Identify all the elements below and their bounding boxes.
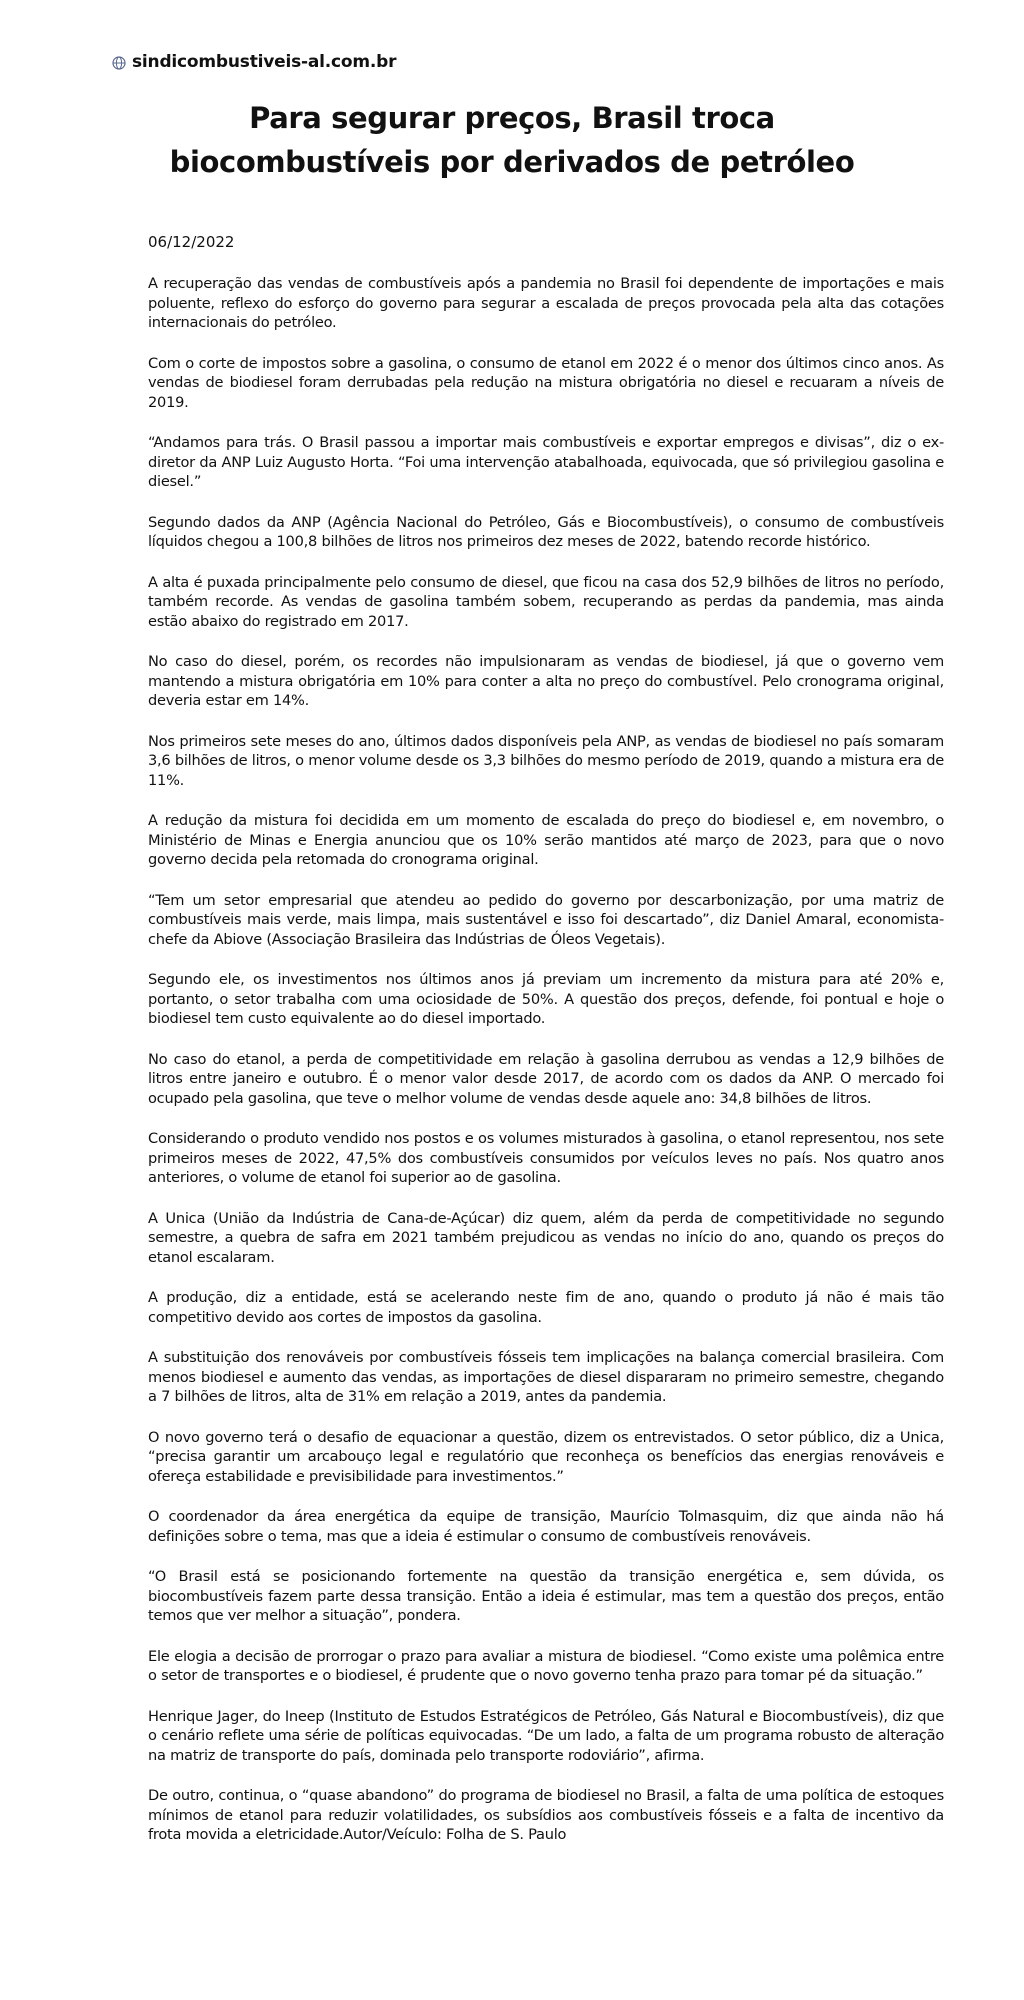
article-paragraph: Com o corte de impostos sobre a gasolina, o consumo de etanol em 2022 é o menor dos últimos cinco anos. As vendas de biodiesel foram derrubadas pela redução na mistura obrigatória no diesel e recuaram a níveis de 2019. — [148, 354, 944, 411]
article-paragraph: “O Brasil está se posicionando fortemente na questão da transição energética e, sem dúvida, os biocombustíveis fazem parte dessa transição. Então a ideia é estimular, mas tem a questão dos preços, então temos que ver melhor a situação”, pondera. — [148, 1568, 944, 1624]
article-paragraph: Nos primeiros sete meses do ano, últimos dados disponíveis pela ANP, as vendas de biodiesel no país somaram 3,6 bilhões de litros, o menor volume desde os 3,3 bilhões do mesmo período de 2019, quando a mistura era de 11%. — [148, 732, 944, 789]
article-paragraph: A redução da mistura foi decidida em um momento de escalada do preço do biodiesel e, em novembro, o Ministério de Minas e Energia anunciou que os 10% serão mantidos até março de 2023, para que o novo governo decida pela retomada do cronograma original. — [148, 812, 944, 868]
article-paragraph: Segundo dados da ANP (Agência Nacional do Petróleo, Gás e Biocombustíveis), o consumo de combustíveis líquidos chegou a 100,8 bilhões de litros nos primeiros dez meses de 2022, batendo recorde histórico. — [148, 513, 944, 550]
article-paragraph: Segundo ele, os investimentos nos últimos anos já previam um incremento da mistura para até 20% e, portanto, o setor trabalha com uma ociosidade de 50%. A questão dos preços, defende, foi pontual e hoje o biodiesel tem custo equivalente ao do diesel importado. — [148, 971, 944, 1027]
article-paragraph: O novo governo terá o desafio de equacionar a questão, dizem os entrevistados. O setor público, diz a Unica, “precisa garantir um arcabouço legal e regulatório que reconheça os benefícios das energias renováveis e ofereça estabilidade e previsibilidade para investimentos.” — [148, 1428, 944, 1485]
article-paragraph: A alta é puxada principalmente pelo consumo de diesel, que ficou na casa dos 52,9 bilhões de litros no período, também recorde. As vendas de gasolina também sobem, recuperando as perdas da pandemia, mas ainda estão abaixo do registrado em 2017. — [148, 573, 944, 630]
article-body — [148, 274, 944, 1866]
article-paragraph: A produção, diz a entidade, está se acelerando neste fim de ano, quando o produto já não é mais tão competitivo devido aos cortes de impostos da gasolina. — [148, 1289, 944, 1326]
article-paragraph: De outro, continua, o “quase abandono” do programa de biodiesel no Brasil, a falta de uma política de estoques mínimos de etanol para reduzir volatilidades, os subsídios aos combustíveis fósseis e a falta de incentivo da frota movida a eletricidade.Autor/Veículo: Folha de S. Paulo — [148, 1787, 944, 1843]
article-paragraph: Considerando o produto vendido nos postos e os volumes misturados à gasolina, o etanol representou, nos sete primeiros meses de 2022, 47,5% dos combustíveis consumidos por veículos leves no país. Nos quatro anos anteriores, o volume de etanol foi superior ao de gasolina. — [148, 1130, 944, 1186]
article-paragraph: O coordenador da área energética da equipe de transição, Maurício Tolmasquim, diz que ainda não há definições sobre o tema, mas que a ideia é estimular o consumo de combustíveis renováveis. — [148, 1508, 944, 1545]
article-paragraph: No caso do diesel, porém, os recordes não impulsionaram as vendas de biodiesel, já que o governo vem mantendo a mistura obrigatória em 10% para conter a alta no preço do combustível. Pelo cronograma original, deveria estar em 14%. — [148, 653, 944, 709]
site-name[interactable]: sindicombustiveis-al.com.br — [132, 52, 397, 72]
article-paragraph: A Unica (União da Indústria de Cana-de-Açúcar) diz quem, além da perda de competitividade no segundo semestre, a quebra de safra em 2021 também prejudicou as vendas no início do ano, quando os preços do etanol escalaram. — [148, 1209, 944, 1266]
article-title: Para segurar preços, Brasil troca biocombustíveis por derivados de petróleo — [169, 101, 855, 179]
article-paragraph: A recuperação das vendas de combustíveis após a pandemia no Brasil foi dependente de importações e mais poluente, reflexo do esforço do governo para segurar a escalada de preços provocada pela alta das cotações internacionais do petróleo. — [148, 275, 944, 331]
article-date: 06/12/2022 — [148, 233, 235, 251]
site-header — [112, 52, 396, 72]
article-paragraph: “Andamos para trás. O Brasil passou a importar mais combustíveis e exportar empregos e divisas”, diz o ex-diretor da ANP Luiz Augusto Horta. “Foi uma intervenção atabalhoada, equivocada, que só privilegiou gasolina e diesel.” — [148, 434, 944, 490]
globe-icon — [112, 55, 126, 69]
article-paragraph: “Tem um setor empresarial que atendeu ao pedido do governo por descarbonização, por uma matriz de combustíveis mais verde, mais limpa, mais sustentável e isso foi descartado”, diz Daniel Amaral, economista-chefe da Abiove (Associação Brasileira das Indústrias de Óleos Vegetais). — [148, 891, 944, 948]
article-paragraph: Henrique Jager, do Ineep (Instituto de Estudos Estratégicos de Petróleo, Gás Natural e Biocombustíveis), diz que o cenário reflete uma série de políticas equivocadas. “De um lado, a falta de um programa robusto de alteração na matriz de transporte do país, dominada pelo transporte rodoviário”, afirma. — [148, 1707, 944, 1764]
article-paragraph: Ele elogia a decisão de prorrogar o prazo para avaliar a mistura de biodiesel. “Como existe uma polêmica entre o setor de transportes e o biodiesel, é prudente que o novo governo tenha prazo para tomar pé da situação.” — [148, 1647, 944, 1684]
article-paragraph: No caso do etanol, a perda de competitividade em relação à gasolina derrubou as vendas a 12,9 bilhões de litros entre janeiro e outubro. É o menor valor desde 2017, de acordo com os dados da ANP. O mercado foi ocupado pela gasolina, que teve o melhor volume de vendas desde aquele ano: 34,8 bilhões de litros. — [148, 1050, 944, 1107]
article-paragraph: A substituição dos renováveis por combustíveis fósseis tem implicações na balança comercial brasileira. Com menos biodiesel e aumento das vendas, as importações de diesel dispararam no primeiro semestre, chegando a 7 bilhões de litros, alta de 31% em relação a 2019, antes da pandemia. — [148, 1349, 944, 1405]
